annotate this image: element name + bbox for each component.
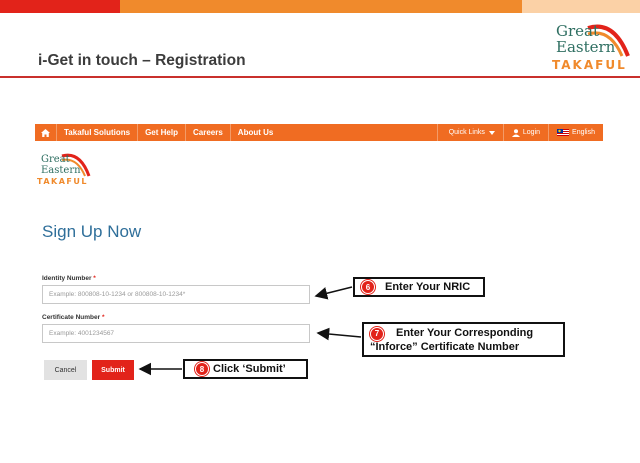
step-number-badge: 7 bbox=[370, 327, 384, 341]
identity-number-label: Identity Number * bbox=[42, 275, 96, 282]
callout-text-line2: “Inforce” Certificate Number bbox=[370, 341, 520, 353]
callout-text-line1: Enter Your Corresponding bbox=[396, 327, 534, 340]
callout-step7 bbox=[362, 322, 565, 357]
slide-title: i-Get in touch – Registration bbox=[38, 52, 246, 69]
nav-takaful-solutions[interactable]: Takaful Solutions bbox=[57, 124, 138, 141]
login-label: Login bbox=[522, 129, 541, 136]
certificate-number-label: Certificate Number * bbox=[42, 314, 105, 321]
logo-line3: TAKAFUL bbox=[552, 58, 627, 72]
callout-text: Click ‘Submit’ bbox=[213, 363, 286, 375]
callout-text: Enter Your NRIC bbox=[385, 281, 471, 293]
nav-get-help[interactable]: Get Help bbox=[138, 124, 186, 141]
callout-step6 bbox=[353, 277, 485, 297]
nav-about-us[interactable]: About Us bbox=[237, 128, 274, 137]
quick-links-label: Quick Links bbox=[448, 129, 485, 136]
certificate-number-input[interactable]: Example: 4001234567 bbox=[42, 324, 310, 343]
logo-line2: Eastern bbox=[556, 38, 616, 56]
nav-careers[interactable]: Careers bbox=[186, 124, 231, 141]
callout-step8 bbox=[183, 359, 308, 379]
logo-line2: Eastern bbox=[41, 165, 81, 176]
arrow-step6 bbox=[316, 287, 352, 296]
signup-heading: Sign Up Now bbox=[42, 222, 142, 241]
submit-button[interactable]: Submit bbox=[92, 360, 134, 380]
step-number-badge: 8 bbox=[195, 362, 209, 376]
step-number-badge: 6 bbox=[361, 280, 375, 294]
cancel-button[interactable]: Cancel bbox=[44, 360, 87, 380]
logo-line1: Great bbox=[41, 154, 70, 165]
logo-line3: TAKAFUL bbox=[37, 177, 88, 186]
language-label: English bbox=[572, 129, 595, 136]
identity-number-input[interactable]: Example: 800808-10-1234 or 800808-10-1234* bbox=[42, 285, 310, 304]
arrow-step7 bbox=[318, 333, 361, 337]
logo-line1: Great bbox=[556, 22, 600, 40]
